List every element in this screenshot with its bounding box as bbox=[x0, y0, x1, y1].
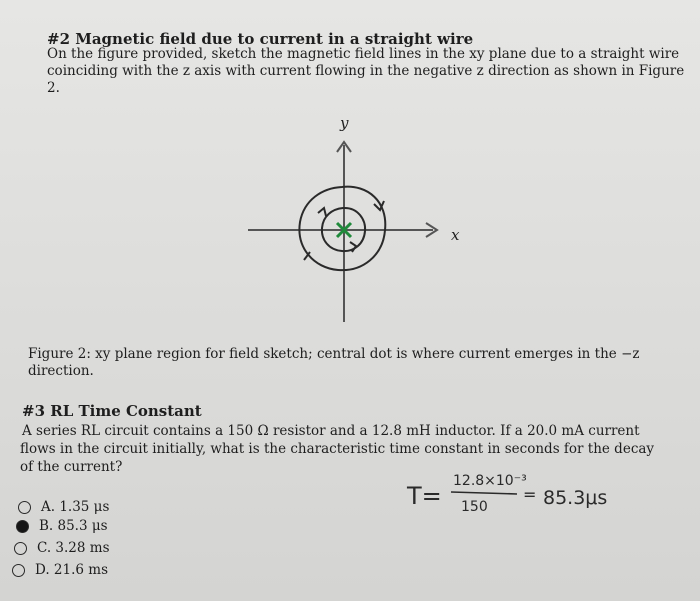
option-d-radio[interactable] bbox=[12, 564, 25, 577]
handwritten-denominator: 150 bbox=[461, 499, 488, 515]
x-axis-label: x bbox=[451, 226, 460, 244]
q2-text-line-3: 2. bbox=[47, 80, 60, 96]
handwritten-numerator: 12.8×10⁻³ bbox=[453, 473, 527, 489]
option-d-label: D. 21.6 ms bbox=[35, 562, 109, 578]
option-c-radio[interactable] bbox=[14, 542, 27, 555]
option-d[interactable] bbox=[12, 562, 108, 578]
option-b-radio[interactable] bbox=[16, 520, 29, 533]
option-c-label: C. 3.28 ms bbox=[37, 540, 110, 556]
option-c[interactable] bbox=[14, 540, 110, 556]
q3-text-line-1: A series RL circuit contains a 150 Ω resistor and a 12.8 mH inductor. If a 20.0 mA current bbox=[22, 423, 640, 439]
handwritten-equals: = bbox=[523, 485, 537, 504]
option-b[interactable] bbox=[16, 518, 108, 534]
option-a-radio[interactable] bbox=[18, 501, 31, 514]
option-a-label: A. 1.35 μs bbox=[41, 499, 110, 515]
q3-text-line-2: flows in the circuit initially, what is the characteristic time constant in seconds for the decay bbox=[20, 441, 655, 457]
q3-text-line-3: of the current? bbox=[20, 459, 123, 475]
figure-caption-line-1: Figure 2: xy plane region for field sketch; central dot is where current emerges in the −z bbox=[28, 346, 640, 362]
handwritten-result: 85.3μs bbox=[543, 487, 608, 509]
figure-caption-line-2: direction. bbox=[28, 363, 94, 379]
figure-2-sketch bbox=[238, 110, 468, 330]
q2-text-line-2: coinciding with the z axis with current flowing in the negative z direction as shown in Figure bbox=[47, 63, 685, 79]
handwritten-tau: T= bbox=[407, 482, 442, 510]
handwritten-calculation bbox=[405, 468, 645, 528]
q2-text-line-1: On the figure provided, sketch the magnetic field lines in the xy plane due to a straight wire bbox=[47, 46, 680, 62]
y-axis-label: y bbox=[340, 114, 349, 132]
q2-title: #2 Magnetic field due to current in a straight wire bbox=[47, 30, 474, 48]
q3-title: #3 RL Time Constant bbox=[22, 402, 202, 420]
fraction-bar bbox=[451, 492, 517, 494]
option-b-label: B. 85.3 μs bbox=[39, 518, 108, 534]
inner-circle-arrow-left-icon bbox=[318, 208, 326, 216]
option-a[interactable] bbox=[18, 499, 109, 515]
